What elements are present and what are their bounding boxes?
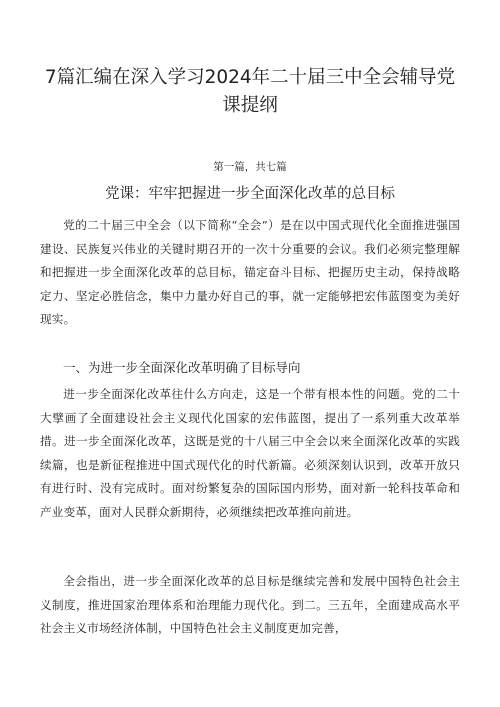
lesson-title: 党课：牢牢把握进一步全面深化改革的总目标	[105, 186, 395, 202]
section-label: 第一篇，共七篇	[213, 161, 287, 173]
intro-paragraph: 党的二十届三中全会（以下简称“全会”）是在以中国式现代化全面推进强国建设、民族复兴伟业的关键时期召开的一次十分重要的会议。我们必须完整理解和把握进一步全面深化改革的总目标，锚定奋斗目标、把握历史主动，保持战略定力、坚定必胜信念，集中力量办好自己的事，就一定能够把宏伟蓝图变为美好现实。	[40, 218, 460, 326]
section-heading-1: 一、为进一步全面深化改革明确了目标导向	[63, 360, 301, 375]
body-paragraph-1: 进一步全面深化改革往什么方向走，这是一个带有根本性的问题。党的二十大擘画了全面建设社会主义现代化国家的宏伟蓝图，提出了一系列重大改革举措。进一步全面深化改革，这既是党的十八届三中全会以来全面深化改革的实践续篇，也是新征程推进中国式现代化的时代新篇。必须深刻认识到，改革开放只有进行时、没有完成时。面对纷繁复杂的国际国内形势，面对新一轮科技革命和产业变革，面对人民群众新期待，必须继续把改革推向前进。	[40, 387, 460, 519]
body-paragraph-2: 全会指出，进一步全面深化改革的总目标是继续完善和发展中国特色社会主义制度，推进国家治理体系和治理能力现代化。到二。三五年，全面建成高水平社会主义市场经济体制，中国特色社会主义制度更加完善，	[40, 574, 460, 635]
document-title: 7篇汇编在深入学习2024年二十届三中全会辅导党课提纲	[44, 67, 456, 116]
